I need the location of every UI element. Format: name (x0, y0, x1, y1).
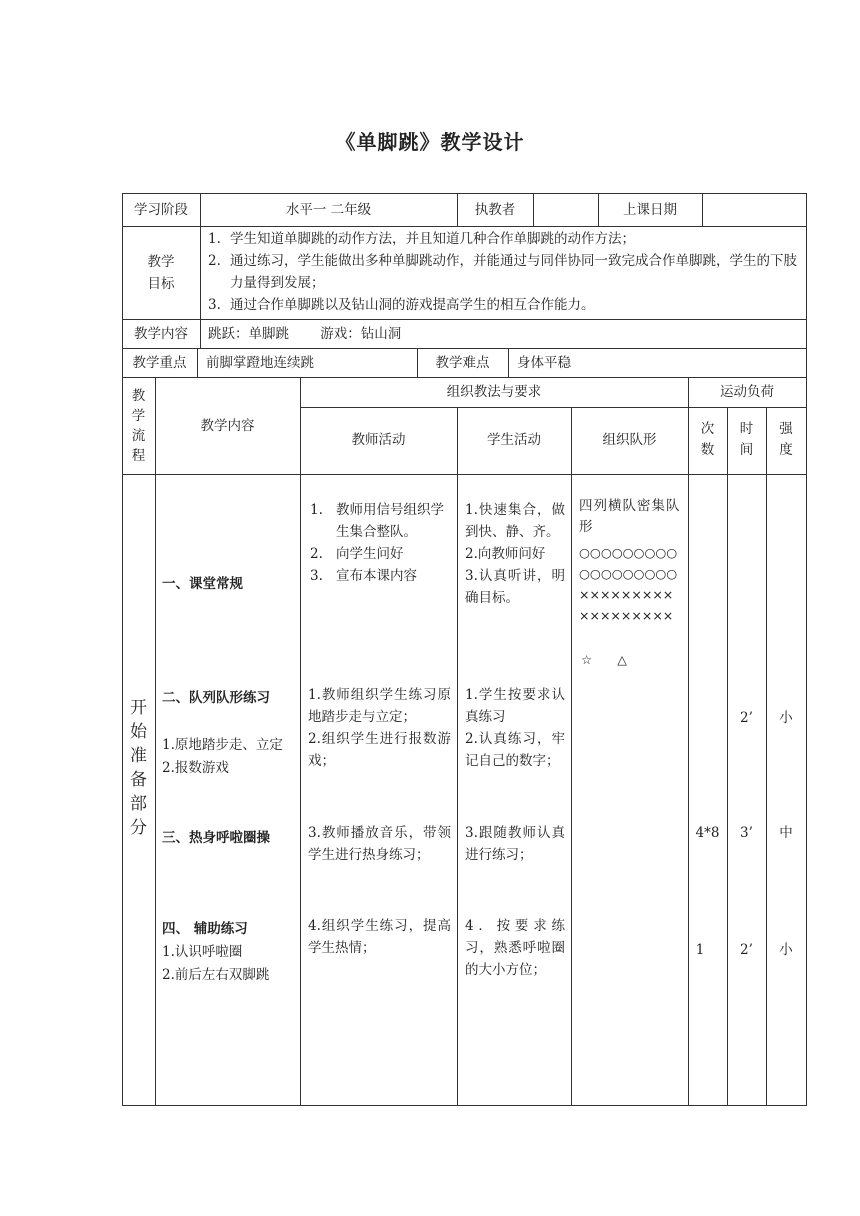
row-divider (122, 319, 807, 320)
student-activity: 3.跟随教师认真进行练习； (465, 825, 565, 863)
load-header: 运动负荷 (720, 384, 774, 400)
teacher-label: 执教者 (474, 202, 516, 218)
row-divider (122, 377, 807, 378)
col-divider (200, 226, 201, 348)
section-label: 开 始 准 备 部 分 (130, 698, 147, 838)
time-value: 2’ (740, 942, 753, 958)
col-divider (766, 407, 767, 1105)
teacher-activity: 3.教师播放音乐，带领学生进行热身练习； (308, 825, 451, 863)
row-divider (122, 226, 807, 227)
list-item: 2. 向学生问好 (310, 546, 404, 562)
key-value: 前脚掌蹬地连续跳 (206, 355, 314, 371)
sub-item: 1.认识呼啦圈 (162, 944, 243, 960)
count-value: 1 (695, 942, 705, 958)
table-border-bottom (122, 1105, 807, 1106)
date-label: 上课日期 (623, 202, 677, 218)
key-label: 教学重点 (132, 355, 187, 371)
time-value: 3’ (740, 825, 753, 841)
row-divider (300, 407, 807, 408)
student-activity: 1.快速集合，做到快、静、齐。 2.向教师问好 3.认真听讲，明确目标。 (465, 502, 565, 606)
content-header: 教学内容 (200, 418, 255, 434)
col-divider (155, 377, 156, 1105)
col-divider (533, 193, 534, 226)
list-item: 2. 通过练习，学生能做出多种单脚跳动作，并能通过与同伴协同一致完成合作单脚跳，学生的下肢力量得到发展； (208, 253, 797, 291)
col-divider (702, 193, 703, 226)
difficulty-label: 教学难点 (435, 355, 490, 371)
intensity-value: 小 (779, 710, 793, 726)
block-heading: 四、 辅助练习 (162, 921, 248, 937)
table-border-top (122, 193, 807, 194)
objectives-list (202, 228, 802, 316)
student-activity: 1.学生按要求认真练习 2.认真练习，牢记自己的数字； (465, 687, 565, 769)
time-header: 时 间 (739, 421, 754, 458)
formation-markers: ☆ △ (581, 652, 627, 667)
list-item: 1. 教师用信号组织学生集合整队。 (310, 502, 444, 540)
formation-header: 组织队形 (602, 432, 657, 448)
list-item: 1. 学生知道单脚跳的动作方法，并且知道几种合作单脚跳的动作方法； (208, 231, 635, 247)
list-item: 3. 通过合作单脚跳以及钻山洞的游戏提高学生的相互合作能力。 (208, 297, 595, 313)
intensity-value: 中 (779, 825, 793, 841)
count-header: 次 数 (700, 421, 715, 458)
col-divider (300, 377, 301, 1105)
sub-item: 2.前后左右双脚跳 (162, 967, 270, 983)
row-divider (122, 348, 807, 349)
flow-header: 教 学 流 程 (131, 388, 146, 464)
row-divider (122, 474, 807, 475)
col-divider (571, 407, 572, 1105)
stage-value: 水平一 二年级 (285, 202, 372, 218)
col-divider (457, 407, 458, 1105)
stage-label: 学习阶段 (134, 202, 188, 218)
content-label: 教学内容 (134, 326, 188, 342)
org-header: 组织教法与要求 (446, 384, 542, 400)
block-heading: 一、课堂常规 (162, 576, 243, 592)
teacher-activity: 1.教师组织学生练习原地踏步走与立定； 2.组织学生进行报数游戏； (308, 687, 451, 769)
sub-item: 2.报数游戏 (162, 760, 229, 776)
formation-row: ××××××××× (579, 608, 674, 623)
difficulty-value: 身体平稳 (517, 355, 571, 371)
count-value: 4*8 (695, 825, 720, 841)
col-divider (727, 407, 728, 1105)
formation-row: ××××××××× (579, 587, 674, 602)
intensity-value: 小 (779, 942, 793, 958)
table-border-right (806, 193, 807, 1106)
content-value: 跳跃：单脚跳 游戏：钻山洞 (208, 326, 402, 342)
teacher-header: 教师活动 (351, 432, 406, 448)
time-value: 2’ (740, 710, 753, 726)
intensity-header: 强 度 (779, 421, 793, 458)
formation-title: 四列横队密集队形 (579, 498, 681, 535)
col-divider (197, 348, 198, 377)
teacher-activity: 4.组织学生练习，提高学生热情； (308, 918, 451, 956)
objectives-label: 教学 目标 (147, 254, 175, 292)
col-divider (688, 377, 689, 1105)
formation-row: ○○○○○○○○○ (579, 545, 678, 560)
block-heading: 三、热身呼啦圈操 (162, 830, 270, 846)
student-header: 学生活动 (487, 432, 541, 448)
col-divider (508, 348, 509, 377)
student-activity: 4．按要求练习，熟悉呼啦圈的大小方位； (465, 918, 565, 978)
formation-row: ○○○○○○○○○ (579, 566, 678, 581)
sub-item: 1.原地踏步走、立定 (162, 737, 283, 753)
page-title: 《单脚跳》教学设计 (335, 130, 525, 154)
teacher-activity (302, 499, 454, 587)
list-item: 3. 宣布本课内容 (310, 568, 417, 584)
block-heading: 二、队列队形练习 (162, 690, 270, 706)
